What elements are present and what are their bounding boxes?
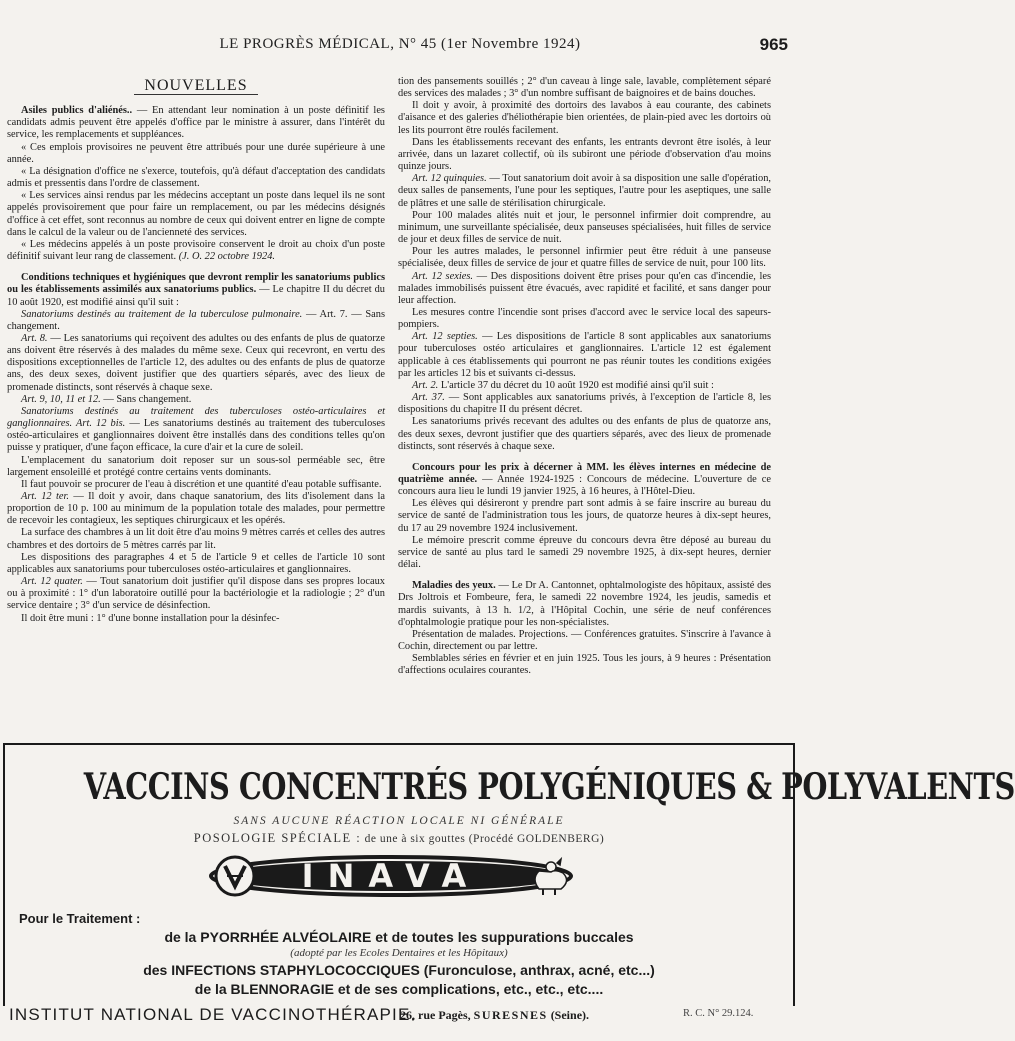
institute-address: 26, rue Pagès, SURESNES (Seine). [400, 1008, 590, 1022]
paragraph: L'emplacement du sanatorium doit reposer sur un sous-sol perméable sec, être largement ensoleillé et protégé contre certains vents dominants. [7, 454, 385, 478]
ad-institute-line [3, 1005, 791, 1035]
paragraph: Art. 8. — Les sanatoriums qui reçoivent des adultes ou des enfants de plus de quatorze ans doivent être réservés à des malades du même sexe. Ceux qui recevront, en vertu des dispositions exceptionnelles de l'article 12, des adultes ou des enfants de plus de quatorze ans, des deux sexes, doivent justifier que des quartiers séparés, avec des lieux de promenade distincts, sont réservés à chaque sexe. [7, 332, 385, 393]
paragraph: La surface des chambres à un lit doit être d'au moins 9 mètres carrés et celles des autres chambres et des dortoirs de 5 mètres carrés par lit. [7, 527, 385, 551]
paragraph: Art. 12 quater. — Tout sanatorium doit justifier qu'il dispose dans ses propres locaux ou à proximité : 1° d'un laboratoire outillé pour la bactériologie et la radiologie ; 2° d'un service dentaire ; 3° d'un service de désinfection. [7, 576, 385, 612]
running-title: LE PROGRÈS MÉDICAL, N° 45 (1er Novembre 1924) [219, 36, 581, 52]
paragraph: « La désignation d'office ne s'exerce, toutefois, qu'à défaut d'acceptation des candidats admis et pressentis dans l'ordre de classement. [7, 165, 385, 190]
paragraph: Il faut pouvoir se procurer de l'eau à discrétion et une quantité d'eau potable suffisante. [21, 478, 382, 490]
paragraph: Art. 12 septies. — Les dispositions de l'article 8 sont applicables aux sanatoriums pour tuberculoses ostéo articulaires et ganglionnaires. L'article 12 est également applicable à ces établissements qui pourront ne pas réunir toutes les conditions exigées par les articles 12 bis et suivants ci-dessus. [398, 331, 771, 379]
right-column [398, 76, 771, 738]
ad-headline: VACCINS CONCENTRÉS POLYGÉNIQUES & POLYVALENTS [83, 766, 1015, 808]
paragraph: Les sanatoriums privés recevant des adultes ou des enfants de plus de quatorze ans, des deux sexes, devront justifier que des quartiers séparés, avec des lieux de promenade distincts, sont réservés à chaque sexe. [398, 416, 771, 452]
page-header [0, 36, 800, 58]
paragraph: Semblables séries en février et en juin 1925. Tous les jours, à 9 heures : Présentation d'affections oculaires courantes. [398, 653, 771, 677]
paragraph: « Ces emplois provisoires ne peuvent être attribués pour une durée supérieure à une année. [7, 141, 385, 165]
registry-number: R. C. N° 29.124. [683, 1008, 754, 1019]
paragraph: Le mémoire prescrit comme épreuve du concours devra être déposé au bureau du service de santé au plus tard le samedi 29 novembre 1925, à dix-sept heures, dernier délai. [398, 534, 771, 571]
paragraph: Sanatoriums destinés au traitement de la tuberculose pulmonaire. — Art. 7. — Sans changement. [7, 308, 385, 332]
paragraph: Art. 12 quinquies. — Tout sanatorium doit avoir à sa disposition une salle d'opération, deux salles de pansements, l'une pour les septiques, l'autre pour les aseptiques, une salle de plâtres et une salle de stérilisation chirurgicale. [398, 173, 771, 209]
paragraph: Art. 9, 10, 11 et 12. — Sans changement. [21, 393, 192, 405]
paragraph: Concours pour les prix à décerner à MM. les élèves internes en médecine de quatrième année. — Année 1924-1925 : Concours de médecine. L'ouverture de ce concours aura lieu le lundi 19 janvier 1925, à 16 heures, à l'Hôtel-Dieu. [398, 461, 771, 498]
paragraph: Art. 12 sexies. — Des dispositions doivent être prises pour qu'en cas d'incendie, les malades immobilisés puissent être évacués, avec rapidité et facilité, et sans danger pour leur affection. [398, 270, 772, 306]
paragraph: Les dispositions des paragraphes 4 et 5 de l'article 9 et celles de l'article 10 sont applicables aux sanatoriums pour tuberculoses ostéo-articulaires et ganglionnaires. [7, 551, 385, 575]
institute-name: INSTITUT NATIONAL DE VACCINOTHÉRAPIE. [9, 1005, 417, 1024]
paragraph: Sanatoriums destinés au traitement des tuberculoses ostéo-articulaires et ganglionnaires. Art. 12 bis. — Les sanatoriums destinés au traitement des tuberculoses ostéo-articulaires et ganglionnaires doivent être installés dans des conditions telles qu'on puisse y pratiquer, d'une façon efficace, la cure d'air et la cure de soleil. [7, 405, 385, 454]
left-column [7, 76, 385, 738]
paragraph: Pour 100 malades alités nuit et jour, le personnel infirmier doit comprendre, au minimum, une surveillante spécialisée, deux panseuses spécialisées, huit filles de service de jour et deux filles de service de nuit. [398, 209, 771, 246]
ad-indication: des INFECTIONS STAPHYLOCOCCIQUES (Furonculose, anthrax, acné, etc...) [143, 962, 655, 978]
paragraph: Présentation de malades. Projections. — Conférences gratuites. S'inscrire à l'avance à Cochin, directement ou par lettre. [398, 628, 771, 653]
paragraph: Il doit y avoir, à proximité des dortoirs des lavabos à eau courante, des cabinets d'aisance et des galeries d'héliothérapie bien orientées, de plain-pied avec les dortoirs où les lits pourront être roulés facilement. [398, 100, 771, 136]
ad-posology: POSOLOGIE SPÉCIALE : de une à six gouttes (Procédé GOLDENBERG) [193, 831, 605, 845]
paragraph: « Les services ainsi rendus par les médecins acceptant un poste dans lequel ils ne sont appelés provisoirement que pour faire un remplacement, ou par les médecins désignés d'office à cet effet, sont reconnus au nombre de ceux qui doivent entrer en ligne de compte dans le calcul de la valeur ou de l'ancienneté des services. [7, 190, 385, 238]
section-title: NOUVELLES [7, 80, 385, 95]
paragraph: Les mesures contre l'incendie sont prises d'accord avec le service local des sapeurs-pompiers. [398, 306, 771, 331]
ad-adoption-note: (adopté par les Ecoles Dentaires et les Hôpitaux) [290, 947, 508, 959]
ad-treatment-label: Pour le Traitement : [19, 911, 141, 926]
paragraph: Art. 12 ter. — Il doit y avoir, dans chaque sanatorium, des lits d'isolement dans la proportion de 10 p. 100 au minimum de la population totale des malades, pour permettre de recevoir les contagieux, les septiques chirurgicaux et les opérés. [7, 491, 386, 527]
ad-subtitle: SANS AUCUNE RÉACTION LOCALE NI GÉNÉRALE [233, 815, 565, 827]
paragraph: Art. 37. — Sont applicables aux sanatoriums privés, à l'exception de l'article 8, les dispositions du chapitre II du présent décret. [398, 392, 771, 416]
ad-indication: de la PYORRHÉE ALVÉOLAIRE et de toutes les suppurations buccales [164, 929, 634, 945]
paragraph: Conditions techniques et hygiéniques que devront remplir les sanatoriums publics ou les établissements assimilés aux sanatoriums publics. — Le chapitre II du décret du 10 août 1920, est modifié ainsi qu'il suit : [7, 272, 385, 308]
page-number: 965 [759, 35, 788, 54]
paragraph: Les élèves qui désireront y prendre part sont admis à se faire inscrire au bureau du service de santé de l'administration tous les jours, de quatorze heures à dix-sept heures, du 17 au 29 novembre 1924 inclusivement. [398, 498, 771, 534]
paragraph: Il doit être muni : 1° d'une bonne installation pour la désinfec- [21, 612, 280, 624]
ad-indication: de la BLENNORAGIE et de ses complications, etc., etc., etc.... [194, 981, 604, 997]
paragraph: « Les médecins appelés à un poste provisoire conservent le droit au choix d'un poste définitif suivant leur rang de classement. (J. O. 22 octobre 1924. [7, 238, 385, 263]
paragraph: Asiles publics d'aliénés.. — En attendant leur nomination à un poste définitif les candidats admis peuvent être appelés d'office par le ministre à assurer, dans l'intérêt du service, les remplacements et suppléances. [7, 105, 385, 141]
paragraph: Maladies des yeux. — Le Dr A. Cantonnet, ophtalmologiste des hôpitaux, assisté des Drs Joltrois et Fombeure, fera, le samedi 22 novembre 1924, les jeudis, samedis et mardis suivants, à 13 h. 1/2, à l'Hôpital Cochin, une série de neuf conférences d'ophtalmologie pratique pour les non-spécialistes. [398, 580, 771, 628]
inava-logo [205, 855, 577, 897]
inava-logo-graphic [205, 855, 577, 897]
brand-name: INAVA [301, 857, 481, 895]
paragraph: tion des pansements souillés ; 2° d'un caveau à linge sale, lavable, complètement séparé des services des malades ; 3° d'un nombre suffisant de baignoires et de bains douches. [398, 76, 771, 100]
advertisement [3, 743, 1015, 1006]
paragraph: Pour les autres malades, le personnel infirmier peut être réduit à une panseuse spécialisée, deux filles de service de jour et quatre filles de service de nuit, pour 100 lits. [398, 246, 771, 270]
paragraph: Dans les établissements recevant des enfants, les entrants devront être isolés, à leur arrivée, dans un lazaret collectif, où ils subiront une période d'observation d'au moins quinze jours. [398, 136, 771, 173]
paragraph: Art. 2. L'article 37 du décret du 10 août 1920 est modifié ainsi qu'il suit : [412, 379, 714, 391]
